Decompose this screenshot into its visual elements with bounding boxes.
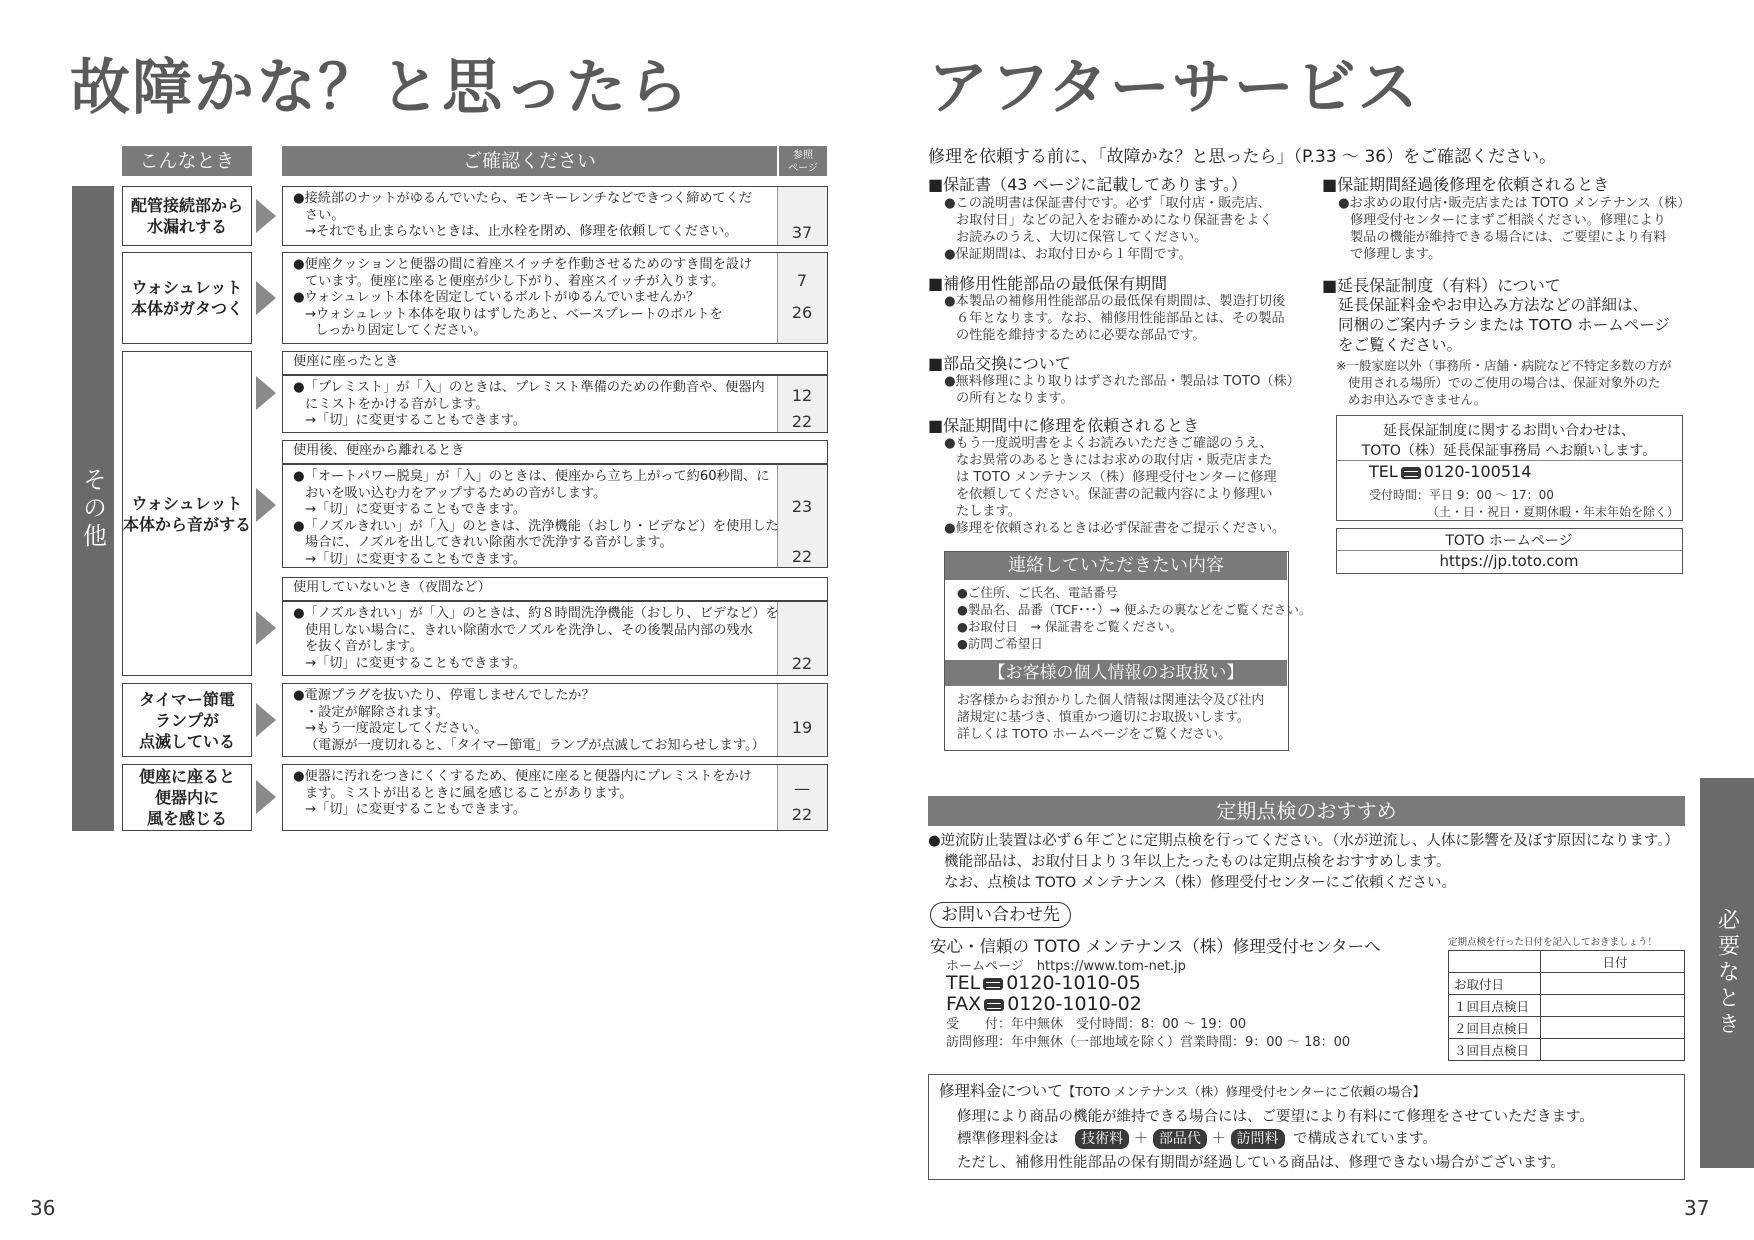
text-line: お客様からお預かりした個人情報は関連法令及び社内 [957,693,1265,708]
inquiry-tel [946,972,1141,994]
check-box-leaving [282,464,828,568]
text-line: ●この説明書は保証書付です。必ず「取付店・販売店、 [944,196,1271,211]
text-line: お読みのうえ、大切に保管してください。 [956,230,1208,245]
text-line: なお、点検は TOTO メンテナンス（株）修理受付センターにご依頼ください。 [944,875,1457,891]
arrow-icon [256,703,276,737]
text-line: ●ウォシュレット本体を固定しているボルトがゆるんでいませんか？ [293,290,700,305]
tel-label: TEL [1369,462,1398,481]
parts-heading: ■補修用性能部品の最低保有期間 [928,274,1168,293]
text-line: ●もう一度説明書をよくお読みいただきご確認のうえ、 [944,436,1273,451]
header-condition: こんなとき [122,146,252,176]
condition-label: ウォシュレット 本体がガタつく [130,278,243,318]
privacy-body [957,692,1264,743]
text-line: ●お求めの取付店･販売店または TOTO メンテナンス（株） [1338,196,1691,211]
tag-visit-fee: 訪問料 [1231,1129,1285,1149]
table-row [1449,973,1685,995]
sidebar-needed [1700,778,1754,1168]
free-dial-icon [983,978,1003,990]
after-heading: ■保証期間経過後修理を依頼されるとき [1322,175,1610,194]
condition-wobble [122,252,252,344]
ref-page: 22 [791,654,813,673]
tel-number: 0120-1010-05 [1006,972,1141,994]
arrow-icon [256,488,276,522]
ref-column [777,253,827,343]
text-line: ●便座クッションと便器の間に着座スイッチを作動させるためのすき間を設け [293,257,753,272]
fee-line3: ただし、補修用性能部品の保有期間が経過している商品は、修理できない場合がございます。 [957,1155,1565,1171]
text-line: ※一般家庭以外（事務所・店舗・病院など不特定多数の方が [1336,358,1672,373]
contact-box [944,551,1312,751]
check-box-timer [282,683,828,757]
inquiry-hp: ホームページ https://www.tom-net.jp [946,959,1186,974]
ref-page: 37 [791,223,813,242]
inquiry-fax [946,993,1142,1015]
text-line: にミストをかける音がします。 [305,396,489,412]
check-text [293,191,752,241]
page-title-left: 故障かな？と思ったら [70,53,690,123]
arrow-icon [256,376,276,410]
extended-note [1336,357,1671,408]
extended-heading: ■延長保証制度（有料）について [1322,276,1561,295]
subheader-sitting: 便座に座ったとき [282,351,828,375]
exchange-heading: ■部品交換について [928,354,1071,373]
text-line: ●「ノズルきれい」が「入」のときは、約８時間洗浄機能（おしり、ビデなど）を [293,606,779,621]
fee-box [928,1074,1685,1180]
plus-sign: ＋ [1133,1131,1149,1147]
condition-timer [122,683,252,757]
extended-body [1338,295,1670,355]
date-entry[interactable] [1541,973,1685,995]
divider [1337,550,1682,551]
text-line: ６年となります。なお、補修用性能部品とは、その製品 [956,311,1285,326]
text-line: （電源が一度切れると、「タイマー節電」ランプが点滅してお知らせします。） [305,737,765,753]
text-line: めお申込みできません。 [1348,392,1487,407]
inspection-body [928,831,1679,894]
check-box-wind [282,764,828,831]
page-number-left: 36 [30,1196,56,1220]
text-line: 同梱のご案内チラシまたは TOTO ホームページ [1338,316,1670,334]
inquiry-label: お問い合わせ先 [930,902,1071,928]
table-row [1449,1017,1685,1039]
text-line: 場合に、ノズルを出してきれい除菌水で洗浄する音がします。 [305,535,673,550]
arrow-icon [256,199,276,233]
check-table-caption: 定期点検を行った日付を記入しておきましょう！ [1448,937,1658,948]
sidebar-other-label: その他 [78,466,107,551]
text-line: おいを吸い込む力をアップするための音がします。 [305,485,607,501]
condition-label: 便座に座ると 便器内に 風を感じる [138,767,235,828]
text-line: ●便器に汚れをつきにくくするため、便座に座ると便器内にプレミストをかけ [293,769,752,784]
table-row [1449,951,1685,973]
date-entry[interactable] [1541,995,1685,1017]
check-text [293,606,779,672]
check-text [293,769,752,819]
extended-hours2: （土・日・祝日・夏期休暇・年末年始を除く） [1427,505,1680,519]
inspection-date-table [1448,950,1685,1061]
ref-page: 19 [791,718,813,737]
text-line: なお異常のあるときにはお求めの取付店・販売店また [956,453,1273,468]
sidebar-other [72,186,114,831]
warranty-body [944,195,1273,263]
fee-heading [939,1079,1425,1101]
text-line: 使用しない場合に、きれい除菌水でノズルを洗浄し、その後製品内部の残水 [305,622,753,638]
text-line: ●製品名、品番（TCF･･･）→ 便ふたの裏などをご覧ください。 [957,602,1312,617]
text-line: を依頼してください。保証書の記載内容により修理い [956,487,1273,502]
during-body [944,435,1285,537]
check-text [293,257,752,340]
free-dial-icon [984,999,1004,1011]
table-header-date: 日付 [1541,951,1685,973]
condition-wind [122,764,252,831]
text-line: ●「ノズルきれい」が「入」のときは、洗浄機能（おしり・ビデなど）を使用した [293,518,779,534]
subheader-leaving: 使用後、便座から離れるとき [282,440,828,464]
table-cell: ２回目点検日 [1449,1017,1541,1039]
table-cell [1449,951,1541,973]
inquiry-visit: 訪問修理：年中無休（一部地域を除く）営業時間：9：00 ～ 18：00 [946,1035,1351,1050]
table-cell: お取付日 [1449,973,1541,995]
text-line: →「切」に変更することもできます。 [305,655,526,671]
table-row [1449,1039,1685,1061]
ref-page: 22 [791,547,813,566]
page-number-right: 37 [1684,1196,1710,1220]
ref-page: — [794,779,810,798]
text-line: ●「オートパワー脱臭」が「入」のときは、便座から立ち上がって約60秒間、に [293,469,770,484]
check-box-row2 [282,252,828,344]
table-cell: １回目点検日 [1449,995,1541,1017]
check-box-sitting [282,375,828,433]
arrow-icon [256,281,276,315]
text-line: を抜く音がします。 [305,639,423,654]
fee-line1: 修理により商品の機能が維持できる場合には、ご要望により有料にて修理をさせていただきます。 [957,1109,1594,1125]
fee-heading-main: 修理料金について [939,1082,1063,1100]
text-line: 詳しくは TOTO ホームページをご覧ください。 [957,727,1232,742]
text-line: 製品の機能が維持できる場合には、ご要望により有料 [1350,230,1667,245]
arrow-icon [256,780,276,814]
text-line: をご覧ください。 [1338,336,1463,354]
extended-tel [1369,462,1531,481]
fax-label: FAX [946,993,982,1015]
text-line: ●本製品の補修用性能部品の最低保有期間は、製造打切後 [944,294,1286,309]
text-line: →それでも止まらないときは、止水栓を閉め、修理を依頼してください。 [305,224,738,239]
text-line: 延長保証料金やお申込み方法などの詳細は、 [1338,296,1649,314]
check-text [293,380,765,430]
plus-sign: ＋ [1211,1131,1226,1147]
text-line: 諸規定に基づき、慎重かつ適切にお取扱いします。 [957,710,1250,725]
text-line: →ウォシュレット本体を取りはずしたあと、ベースプレートのボルトを [305,306,723,322]
header-ref-text: 参照 ページ [788,150,818,174]
text-line: ています。便座に座ると便座が少し下がり、着座スイッチが入ります。 [305,273,725,289]
text-line: 修理受付センターにまずご相談ください。修理により [1350,213,1666,228]
tag-parts-fee: 部品代 [1153,1129,1207,1149]
text-line: お取付日」などの記入をお確かめになり保証書をよく [956,213,1273,228]
subheader-unused: 使用していないとき（夜間など） [282,577,828,601]
contact-box-body [957,584,1311,652]
tel-label: TEL [946,972,981,994]
extended-contact-box [1336,415,1683,521]
check-box-unused [282,601,828,676]
extended-hours1: 受付時間：平日 9：00 ～ 17：00 [1369,488,1554,502]
text-line: →「切」に変更することもできます。 [305,802,526,817]
table-cell: ３回目点検日 [1449,1039,1541,1061]
text-line: ●無料修理により取りはずされた部品・製品は TOTO（株） [944,374,1300,389]
text-line: 使用される場所）でのご使用の場合は、保証対象外のた [1348,375,1661,390]
tag-tech-fee: 技術料 [1075,1129,1129,1149]
ref-page: 23 [791,497,813,516]
after-body [1338,195,1690,263]
contact-box-title: 連絡していただきたい内容 [945,552,1287,580]
check-text [293,688,765,754]
header-ref [779,146,827,176]
text-line: 機能部品は、お取付日より３年以上たったものは定期点検をおすすめします。 [944,854,1451,870]
text-line: たします。 [956,504,1021,519]
condition-water-leak [122,186,252,246]
text-line: ●お取付日 → 保証書をご覧ください。 [957,619,1183,634]
inspection-title: 定期点検のおすすめ [928,796,1685,826]
text-line: は TOTO メンテナンス（株）修理受付センターに修理 [956,470,1277,485]
text-line: →「切」に変更することもできます。 [305,413,526,428]
ref-page: 12 [791,386,813,405]
divider [1337,460,1682,461]
free-dial-icon [1401,467,1421,479]
text-line: ます。ミストが出るときに風を感じることがあります。 [305,785,633,801]
hp-url[interactable]: https://jp.toto.com [1439,552,1579,570]
text-line: さい。 [305,207,345,223]
fee-line2 [957,1127,1437,1149]
extended-box-line1: 延長保証制度に関するお問い合わせは、 [1383,423,1635,439]
date-entry[interactable] [1541,1039,1685,1061]
ref-page: 7 [796,271,808,290]
during-heading: ■保証期間中に修理を依頼されるとき [928,416,1200,435]
text-line: →「切」に変更することもできます。 [305,502,526,517]
fee-line2-b: で構成されています。 [1293,1131,1437,1147]
condition-sound [122,351,252,676]
text-line: ●ご住所、ご氏名、電話番号 [957,585,1118,600]
condition-label: タイマー節電 ランプが 点滅している [138,689,235,751]
text-line: しっかり固定してください。 [315,323,487,338]
text-line: の性能を維持するために必要な部品です。 [956,328,1206,343]
table-row [1449,995,1685,1017]
date-entry[interactable] [1541,1017,1685,1039]
ref-page: 22 [791,805,813,824]
text-line: ●保証期間は、お取付日から１年間です。 [944,247,1192,262]
sidebar-needed-label: 必要なとき [1714,908,1740,1038]
ref-page: 22 [791,412,813,431]
intro-text: 修理を依頼する前に、「故障かな？と思ったら」（P.33 ～ 36）をご確認ください。 [928,147,1557,167]
condition-label: ウォシュレット 本体から音がする [123,493,252,534]
text-line: ●逆流防止装置は必ず６年ごとに定期点検を行ってください。（水が逆流し、人体に影響を及ぼす原因になります。） [928,833,1679,849]
text-line: ●「プレミスト」が「入」のときは、プレミスト準備のための作動音や、便器内 [293,380,765,395]
arrow-icon [256,611,276,645]
text-line: ●電源プラグを抜いたり、停電しませんでしたか？ [293,688,595,703]
text-line: ・設定が解除されます。 [305,704,450,720]
check-box-row1 [282,186,828,246]
fee-line2-a: 標準修理料金は [957,1131,1059,1147]
page-title-right: アフターサービス [928,53,1420,123]
ref-page: 26 [791,303,813,322]
check-text [293,469,779,568]
text-line: ●訪問ご希望日 [957,636,1043,651]
hp-label: TOTO ホームページ [1445,533,1573,549]
privacy-title: 【お客様の個人情報のお取扱い】 [945,660,1287,686]
text-line: →「切」に変更することもできます。 [305,551,526,567]
warranty-heading: ■保証書（43 ページに記載してあります。） [928,175,1247,194]
parts-body [944,293,1285,344]
fax-number: 0120-1010-02 [1007,993,1142,1015]
text-line: ●接続部のナットがゆるんでいたら、モンキーレンチなどできつく締めてくだ [293,191,753,206]
fee-heading-sub: 【TOTO メンテナンス（株）修理受付センターにご依頼の場合】 [1062,1084,1426,1099]
tel-number: 0120-100514 [1423,462,1532,481]
header-check: ご確認ください [282,146,777,176]
inquiry-center: 安心・信頼の TOTO メンテナンス（株）修理受付センターへ [930,937,1381,956]
text-line: ●修理を依頼されるときは必ず保証書をご提示ください。 [944,521,1286,536]
toto-homepage-box [1336,528,1683,574]
text-line: で修理します。 [1350,247,1442,262]
extended-box-line2: TOTO（株）延長保証事務局 へお願いします。 [1361,443,1657,459]
text-line: →もう一度設定してください。 [305,721,488,736]
condition-label: 配管接続部から 水漏れする [130,196,243,236]
exchange-body [944,373,1300,407]
text-line: の所有となります。 [956,391,1074,406]
inquiry-hours: 受 付：年中無休 受付時間：8：00 ～ 19：00 [946,1017,1247,1032]
